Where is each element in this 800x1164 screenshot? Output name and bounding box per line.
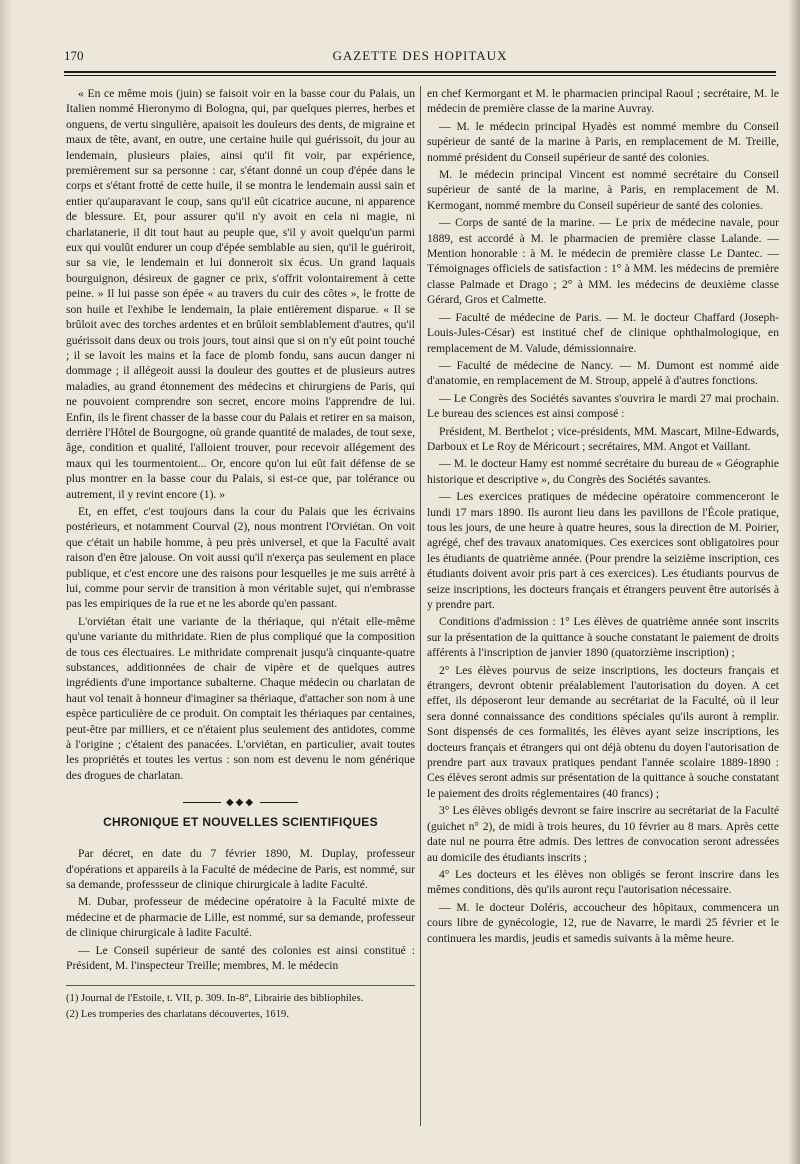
- right-paragraph-11: Conditions d'admission : 1° Les élèves de quatrième année sont inscrits sur la présentation de la quittance à souche constatant le paiement de droits afférents à l'inscription de janvier 1890 (quatorzième inscription) ;: [427, 615, 779, 660]
- left-paragraph-4: Par décret, en date du 7 février 1890, M. Duplay, professeur d'opérations et appareils à la Faculté de médecine de Paris, est nommé, sur sa demande, professseur de clinique chirurgicale à ladite Faculté.: [66, 847, 415, 891]
- right-paragraph-8: Président, M. Berthelot ; vice-présidents, MM. Mascart, Milne-Edwards, Darboux et Le Roy de Méricourt ; secrétaires, MM. Angot et Vaillant.: [427, 424, 779, 453]
- right-paragraph-2: — M. le médecin principal Hyadès est nommé membre du Conseil supérieur de santé de la marine à Paris, en remplacement de M. Treille, nommé président du Conseil supérieur de santé des colonies.: [427, 119, 779, 164]
- right-paragraph-4: — Corps de santé de la marine. — Le prix de médecine navale, pour 1889, est accordé à M. le pharmacien de première classe Lalande. — Mention honorable : à M. le médecin de première classe Le Dantec. — Témoignages officiels de satisfaction : 1° à MM. les médecins de première classe Palmade et Drago ; 2° à MM. les médecins de deuxième classe Gérard, Gros et Calmette.: [427, 216, 779, 307]
- right-column: [427, 86, 779, 948]
- header-rule-thick: [64, 71, 776, 73]
- page-right-edge-shadow: [788, 0, 800, 1164]
- right-paragraph-15: — M. le docteur Doléris, accoucheur des hôpitaux, commencera un cours libre de gynécologie, 12, rue de Navarre, le mardi 25 février et le continuera les mardis, jeudis et samedis suivants à la même heure.: [427, 900, 779, 945]
- right-paragraph-7: — Le Congrès des Sociétés savantes s'ouvrira le mardi 27 mai prochain. Le bureau des sciences est ainsi composé :: [427, 391, 779, 421]
- right-paragraph-1: en chef Kermorgant et M. le pharmacien principal Raoul ; secrétaire, M. le médecin de première classe de la marine Auvray.: [427, 87, 779, 116]
- left-paragraph-3: L'orviétan était une variante de la thériaque, qui n'était elle-même qu'une variante du mithridate. Rien de plus compliqué que la composition de tous ces électuaires. Le mithridate comprenait jusqu'à cinquante-quatre substances, additionnées de chair de vipère et de quelques autres ingrédients d'une importance subalterne. Chaque médecin ou charlatan de haut vol tenait à honneur d'imaginer sa thériaque, d'attacher son nom à une espèce particulière de ce produit. On comptait les thériaques par centaines, peut-être par milliers, et ce n'étaient plus seulement des antidotes, comme à l'origine ; c'étaient des panacées. L'orviétan, en particulier, avait toutes les propriétés et toutes les vertus : son nom est devenu le nom générique des drogues de charlatan.: [66, 614, 415, 782]
- right-paragraph-6: — Faculté de médecine de Nancy. — M. Dumont est nommé aide d'anatomie, en remplacement de M. Stroup, appelé à d'autres fonctions.: [427, 358, 779, 388]
- right-paragraph-12: 2° Les élèves pourvus de seize inscriptions, les docteurs français et étrangers, devront obtenir préalablement l'autorisation du doyen. A cet effet, ils déposeront leur demande au secrétariat de la Faculté, où il leur sera donné connaissance des conditions spéciales qu'ils auront à remplir. Sont dispensés de ces formalités, les élèves ayant seize inscriptions, les docteurs français et étrangers qui ont déjà obtenu du doyen l'autorisation de prendre part aux travaux pratiques pendant l'année scolaire 1889-1890 : Ces élèves seront admis sur présentation de la quittance à souche constatant le paiement des droits réglementaires (40 francs) ;: [427, 663, 779, 800]
- left-column: [66, 86, 415, 1023]
- page-header: [64, 48, 776, 68]
- column-divider: [420, 86, 421, 1126]
- footnote-2: (2) Les tromperies des charlatans découvertes, 1619.: [66, 1008, 289, 1020]
- right-paragraph-9: — M. le docteur Hamy est nommé secrétaire du bureau de « Géographie historique et descriptive », du Congrès des Sociétés savantes.: [427, 457, 779, 486]
- running-title: GAZETTE DES HOPITAUX: [332, 48, 508, 63]
- right-paragraph-14: 4° Les docteurs et les élèves non obligés se feront inscrire dans les mêmes conditions, dès qu'ils auront reçu l'autorisation nécessaire.: [427, 867, 779, 897]
- header-rule-thin: [64, 75, 776, 76]
- footnotes: [66, 985, 415, 1021]
- section-ornament: ◆◆◆: [66, 795, 415, 810]
- left-paragraph-5: M. Dubar, professeur de médecine opératoire à la Faculté mixte de médecine et de pharmacie de Lille, est nommé, sur sa demande, professeur de clinique chirurgicale à ladite Faculté.: [66, 895, 415, 940]
- page-number: 170: [64, 48, 84, 63]
- left-paragraph-6: — Le Conseil supérieur de santé des colonies est ainsi constitué : Président, M. l'inspecteur Treille; membres, M. le médecin: [66, 943, 415, 972]
- section-heading: CHRONIQUE ET NOUVELLES SCIENTIFIQUES: [103, 814, 378, 829]
- right-paragraph-10: — Les exercices pratiques de médecine opératoire commenceront le lundi 17 mars 1890. Ils auront lieu dans les pavillons de l'École pratique, tous les jours, de une heure à quatre heures, sous la direction de M. Poirier, agrégé, chef des travaux anatomiques. Ces exercices sont obligatoires pour les étudiants de quatrième année. (Pour prendre la seizième inscription, ces étudiants doivent avoir pris part à ces exercices). Les étudiants pourvus de seize inscriptions, les docteurs français et étrangers peuvent être autorisés à y prendre part.: [427, 490, 779, 611]
- right-paragraph-3: M. le médecin principal Vincent est nommé secrétaire du Conseil supérieur de santé de la marine, à Paris, en remplacement de M. Kermogant, nommé membre du Conseil supérieur de santé des colonies.: [427, 168, 779, 212]
- page-left-edge-shadow: [0, 0, 12, 1164]
- right-paragraph-5: — Faculté de médecine de Paris. — M. le docteur Chaffard (Joseph-Louis-Jules-César) est institué chef de clinique ophthalmologique, en remplacement de M. Valude, démissionnaire.: [427, 310, 779, 355]
- footnote-1: (1) Journal de l'Estoile, t. VII, p. 309. In-8°, Librairie des bibliophiles.: [66, 993, 364, 1005]
- left-paragraph-2: Et, en effet, c'est toujours dans la cour du Palais que les écrivains postérieurs, et notamment Courval (2), nous montrent l'Orviétan. On voit que c'était un habile homme, à peu près universel, et que la Faculté avait raison d'en être jalouse. On voit aussi qu'il n'exerça pas seulement en place publique, et c'est encore une des raisons pour lesquelles je me suis arrêté à lui, comme pour servir de transition à mon véritable sujet, qui n'embrasse pas les empiriques de la rue et ne les aborde qu'en passant.: [66, 504, 415, 611]
- left-paragraph-1: « En ce même mois (juin) se faisoit voir en la basse cour du Palais, un Italien nommé Hieronymo di Bologna, qui, par quelques pierres, herbes et onguens, de vertu singulière, apaisoit les douleurs des dents, de migraine et maux de tête, avant, en outre, une certaine huile qui guérissoit, du jour au lendemain, plusieurs plaies, ainsi qu'il fit voir, par expérience, premièrement sur sa personne : car, s'étant donné un coup d'épée dans le corps et s'étant frotté de cette huile, il se montra le lendemain aussi sain et entier qu'auparavant le coup, sans qu'il eût cicatrice aucune, ni apparence de blessure. Et, pour assurer qu'il n'y avoit en cela ni magie, ni charlatanerie, il dit tout haut au peuple que, s'il y avoit quelqu'un parmi eux qui voulût endurer un coup d'épée semblable au sien, qu'il le guériroit, sur sa vie, le lendemain et lui donneroit six écus. Un grand laquais bourguignon, désireux de gagner ce prix, s'offrit volontairement à cette peine. » Il lui passe son épée « au travers du cuir des côtes », le frotte de son huile et l'exhibe le lendemain, la plaie entièrement disparue. « Il se brûloit avec des torches ardentes et en brûloit semblablement d'autres, qu'il guérissoit dans deux ou trois jours, tout ainsi que si on n'y eût point touché ; il se lavoit les mains et la face de plomb fondu, sans aucun danger ni dommage ; il allégeoit aussi la douleur des gouttes et de plusieurs autres maladies, au grand étonnement des médecins et chirurgiens de Paris, qui ne pouvoient comprendre son secret, encore moins l'apprendre de lui. Enfin, ils le firent chasser de la basse cour du Palais et retirer en sa maison, derrière l'Hôtel de Bourgogne, où grande quantité de malades, de tout sexe, âge, condition et qualité, l'alloient trouver, pour recevoir allégement des maux qui les tourmentoient... Or, encore qu'on lui eût fait défense de se plus montrer en la basse cour du Palais, si est-ce que, par tolérance ou autrement, il y revint encore (1). »: [66, 87, 416, 501]
- right-paragraph-13: 3° Les élèves obligés devront se faire inscrire au secrétariat de la Faculté (guichet n° 2), de midi à trois heures, du 10 février au 8 mars. Après cette date nul ne pourra être admis. Des lettres de convocation seront adressées au domicile des étudiants inscrits ;: [427, 804, 779, 864]
